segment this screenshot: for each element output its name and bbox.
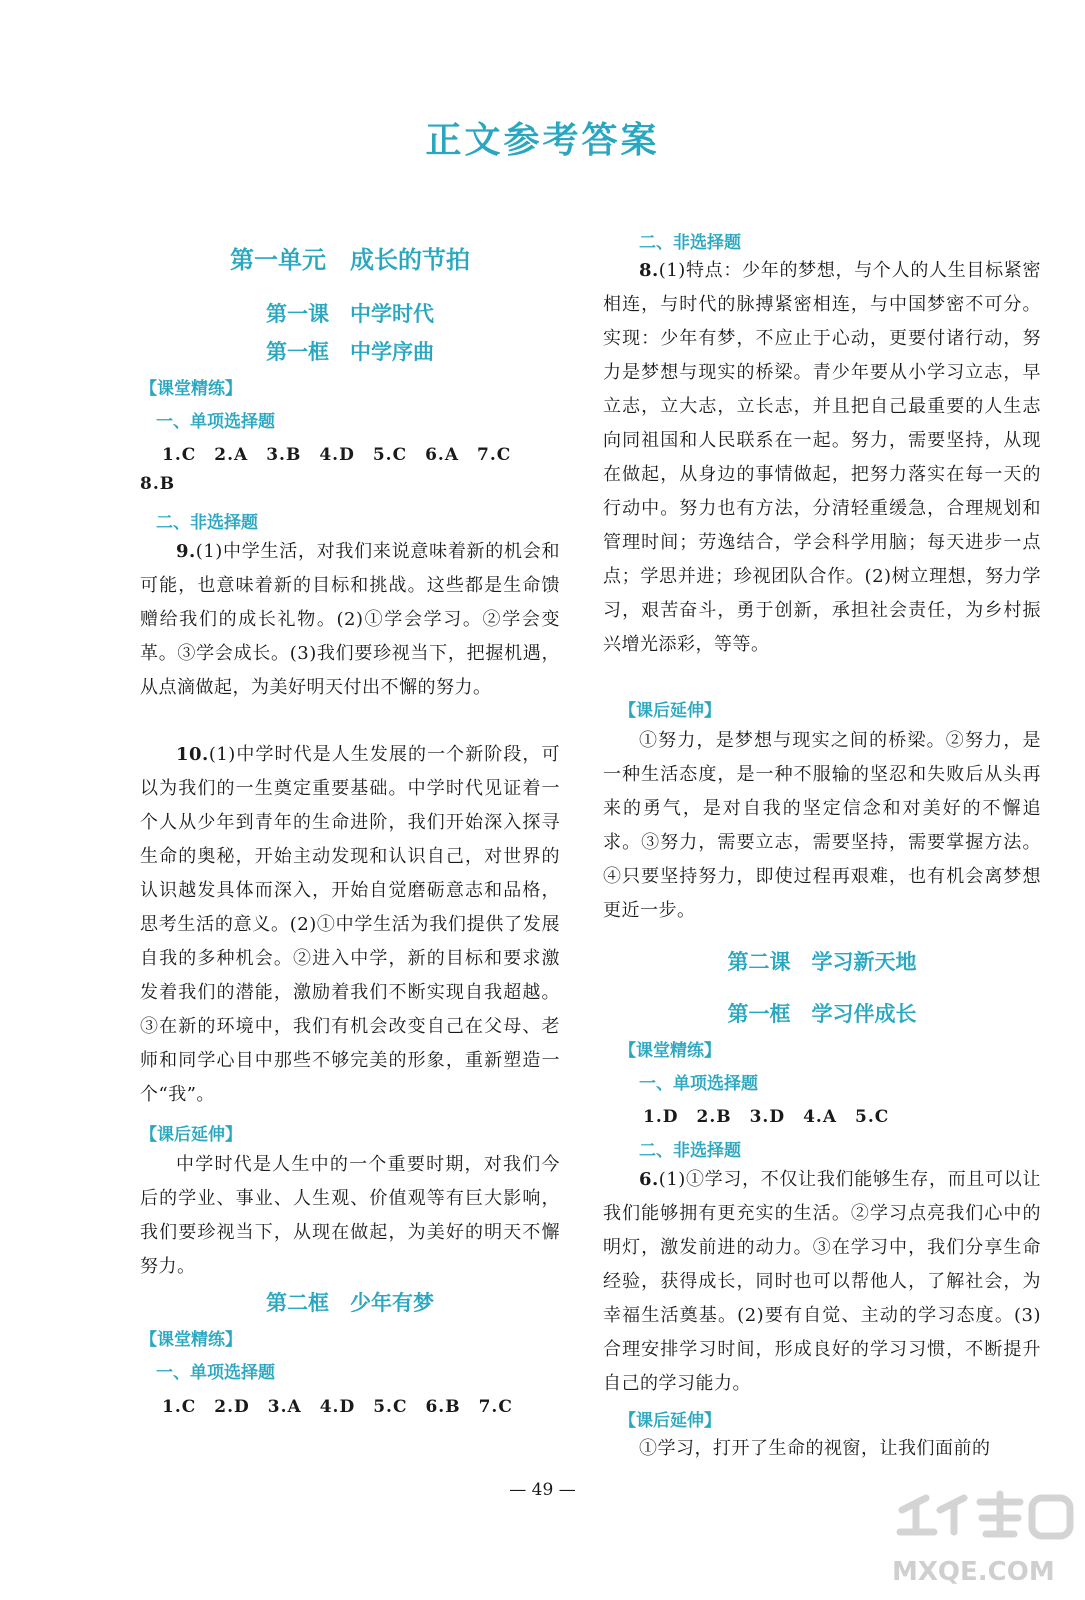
single-choice-heading: 一、单项选择题 — [156, 412, 275, 432]
choice-answers-line: 1.C 2.A 3.B 4.D 5.C 6.A 7.C — [162, 445, 512, 465]
choice-answers-line: 8.B — [140, 474, 176, 494]
frame-2-title: 第二框 少年有梦 — [266, 1291, 434, 1315]
page-number: — 49 — — [509, 1480, 576, 1500]
after-class-extension-tag: 【课后延伸】 — [140, 1125, 242, 1145]
frame-3-title: 第一框 学习伴成长 — [727, 1002, 917, 1026]
choice-answers-line: 1.D 2.B 3.D 4.A 5.C — [643, 1107, 890, 1127]
non-choice-heading: 二、非选择题 — [639, 233, 741, 253]
after-class-extension-tag: 【课后延伸】 — [619, 701, 721, 721]
classroom-practice-tag: 【课堂精练】 — [619, 1041, 721, 1061]
svg-text:MXQE.COM: MXQE.COM — [892, 1557, 1055, 1587]
answer-text: (1)特点：少年的梦想，与个人的人生目标紧密相连，与时代的脉搏紧密相连，与中国梦密不可分。实现：少年有梦，不应止于心动，更要付诸行动，努力是梦想与现实的桥梁。青少年要从小学习立志，早立志，立大志，立长志，并且把自己最重要的人生志向同祖国和人民联系在一起。努力，需要坚持，从现在做起，从身边的事情做起，把努力落实在每一天的行动中。努力也有方法，分清轻重缓急，合理规划和管理时间；劳逸结合，学会科学用脑；每天进步一点点；学思并进；珍视团队合作。(2)树立理想，努力学习，艰苦奋斗，勇于创新，承担社会责任，为乡村振兴增光添彩，等等。 — [603, 260, 1041, 655]
question-number: 6. — [639, 1169, 659, 1190]
non-choice-heading: 二、非选择题 — [639, 1141, 741, 1161]
single-choice-heading: 一、单项选择题 — [639, 1074, 758, 1094]
lesson-2-title: 第二课 学习新天地 — [727, 950, 917, 974]
extension-paragraph: ①学习，打开了生命的视窗，让我们面前的 — [639, 1438, 991, 1459]
choice-answers-line: 1.C 2.D 3.A 4.D 5.C 6.B 7.C — [162, 1397, 513, 1417]
answer-paragraph-q10 — [140, 738, 560, 1112]
extension-paragraph: 中学时代是人生中的一个重要时期，对我们今后的学业、事业、人生观、价值观等有巨大影响，我们要珍视当下，从现在做起，为美好的明天不懈努力。 — [140, 1154, 560, 1277]
unit-title: 第一单元 成长的节拍 — [230, 246, 470, 274]
question-number: 8. — [639, 260, 659, 281]
answer-text: (1)中学生活，对我们来说意味着新的机会和可能，也意味着新的目标和挑战。这些都是生命馈赠给我们的成长礼物。(2)①学会学习。②学会变革。③学会成长。(3)我们要珍视当下，把握机遇，从点滴做起，为美好明天付出不懈的努力。 — [140, 541, 560, 698]
answer-text: (1)中学时代是人生发展的一个新阶段，可以为我们的一生奠定重要基础。中学时代见证着一个人从少年到青年的生命进阶，我们开始深入探寻生命的奥秘，开始主动发现和认识自己，对世界的认识越发具体而深入，开始自觉磨砺意志和品格，思考生活的意义。(2)①中学生活为我们提供了发展自我的多种机会。②进入中学，新的目标和要求激发着我们的潜能，激励着我们不断实现自我超越。③在新的环境中，我们有机会改变自己在父母、老师和同学心目中那些不够完美的形象，重新塑造一个“我”。 — [140, 744, 560, 1105]
frame-1-title: 第一框 中学序曲 — [266, 340, 434, 364]
classroom-practice-tag: 【课堂精练】 — [140, 379, 242, 399]
lesson-1-title: 第一课 中学时代 — [266, 302, 434, 326]
extension-paragraph: ①努力，是梦想与现实之间的桥梁。②努力，是一种生活态度，是一种不服输的坚忍和失败后从头再来的勇气，是对自我的坚定信念和对美好的不懈追求。③努力，需要立志，需要坚持，需要掌握方法。④只要坚持努力，即使过程再艰难，也有机会离梦想更近一步。 — [603, 730, 1041, 921]
classroom-practice-tag: 【课堂精练】 — [140, 1330, 242, 1350]
answer-paragraph-q8 — [603, 254, 1041, 662]
question-number: 9. — [176, 541, 196, 562]
after-class-extension-tag: 【课后延伸】 — [619, 1411, 721, 1431]
question-number: 10. — [176, 744, 209, 765]
answer-text: (1)①学习，不仅让我们能够生存，而且可以让我们能够拥有更充实的生活。②学习点亮我们心中的明灯，激发前进的动力。③在学习中，我们分享生命经验，获得成长，同时也可以帮他人，了解社会，为幸福生活奠基。(2)要有自觉、主动的学习态度。(3)合理安排学习时间，形成良好的学习习惯，不断提升自己的学习能力。 — [603, 1169, 1041, 1394]
non-choice-heading: 二、非选择题 — [156, 513, 258, 533]
page-title: 正文参考答案 — [425, 120, 660, 161]
watermark-logo — [888, 1488, 1078, 1592]
single-choice-heading: 一、单项选择题 — [156, 1363, 275, 1383]
answer-paragraph-q9 — [140, 535, 560, 705]
answer-paragraph-q6 — [603, 1163, 1041, 1401]
